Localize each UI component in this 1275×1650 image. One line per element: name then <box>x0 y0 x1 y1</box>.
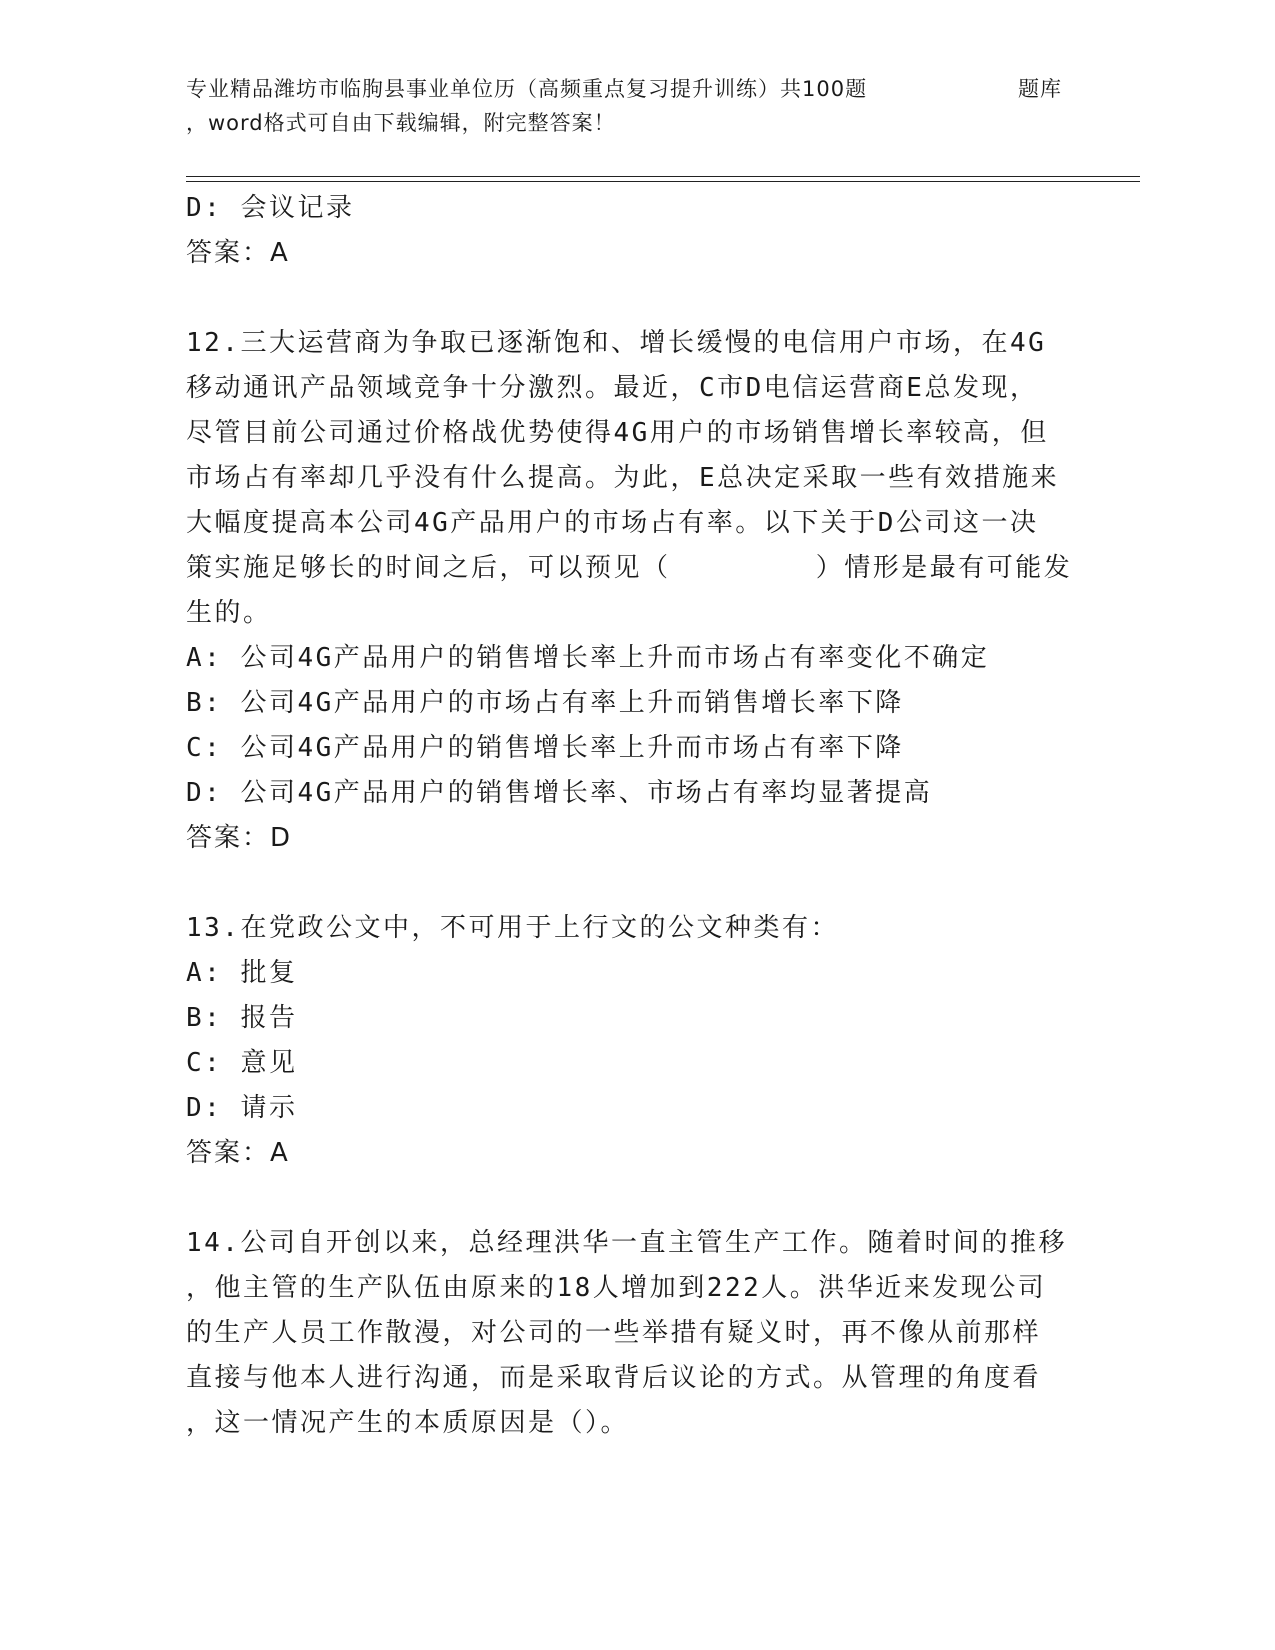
q13-option-d: D: 请示 <box>186 1093 298 1123</box>
spacer <box>186 276 1086 321</box>
spacer <box>186 861 1086 906</box>
q13-option-a: A: 批复 <box>186 958 298 988</box>
q12-option-a: A: 公司4G产品用户的销售增长率上升而市场占有率变化不确定 <box>186 643 990 673</box>
document-body <box>186 186 1086 1446</box>
question-14 <box>186 1221 1086 1446</box>
q12-option-c: C: 公司4G产品用户的销售增长率上升而市场占有率下降 <box>186 733 904 763</box>
prev-answer: 答案：A <box>186 238 290 268</box>
header-title: 专业精品潍坊市临朐县事业单位历（高频重点复习提升训练）共100题 <box>186 77 868 101</box>
q14-line: 14.公司自开创以来，总经理洪华一直主管生产工作。随着时间的推移 <box>186 1228 1067 1258</box>
q13-option-b: B: 报告 <box>186 1003 298 1033</box>
q13-question: 13.在党政公文中，不可用于上行文的公文种类有： <box>186 913 839 943</box>
page-header <box>186 72 1086 140</box>
q12-line: 大幅度提高本公司4G产品用户的市场占有率。以下关于D公司这一决 <box>186 508 1039 538</box>
header-right-label: 题库 <box>1018 77 1062 101</box>
header-divider-top <box>186 176 1140 177</box>
header-line-2: ，word格式可自由下载编辑，附完整答案！ <box>186 111 616 135</box>
header-divider-bottom <box>186 181 1140 182</box>
q13-option-c: C: 意见 <box>186 1048 298 1078</box>
q14-line: 直接与他本人进行沟通，而是采取背后议论的方式。从管理的角度看 <box>186 1363 1042 1393</box>
q12-line: 移动通讯产品领域竞争十分激烈。最近，C市D电信运营商E总发现， <box>186 373 1039 403</box>
q12-line: 12.三大运营商为争取已逐渐饱和、增长缓慢的电信用户市场，在4G <box>186 328 1047 358</box>
spacer <box>186 1176 1086 1221</box>
q12-line: 策实施足够长的时间之后，可以预见（ ）情形是最有可能发 <box>186 553 1073 583</box>
q12-option-b: B: 公司4G产品用户的市场占有率上升而销售增长率下降 <box>186 688 904 718</box>
q14-line: ，他主管的生产队伍由原来的18人增加到222人。洪华近来发现公司 <box>186 1273 1047 1303</box>
q12-option-d: D: 公司4G产品用户的销售增长率、市场占有率均显著提高 <box>186 778 933 808</box>
question-12 <box>186 321 1086 861</box>
q14-line: 的生产人员工作散漫，对公司的一些举措有疑义时，再不像从前那样 <box>186 1318 1042 1348</box>
q14-line: ，这一情况产生的本质原因是（）。 <box>186 1408 630 1438</box>
q12-line: 尽管目前公司通过价格战优势使得4G用户的市场销售增长率较高，但 <box>186 418 1049 448</box>
prev-option-d: D: 会议记录 <box>186 193 355 223</box>
q12-line: 生的。 <box>186 598 272 628</box>
header-line-1 <box>186 72 1086 106</box>
question-13 <box>186 906 1086 1176</box>
q13-answer: 答案：A <box>186 1138 290 1168</box>
q12-answer: 答案：D <box>186 823 293 853</box>
q12-line: 市场占有率却几乎没有什么提高。为此，E总决定采取一些有效措施来 <box>186 463 1060 493</box>
